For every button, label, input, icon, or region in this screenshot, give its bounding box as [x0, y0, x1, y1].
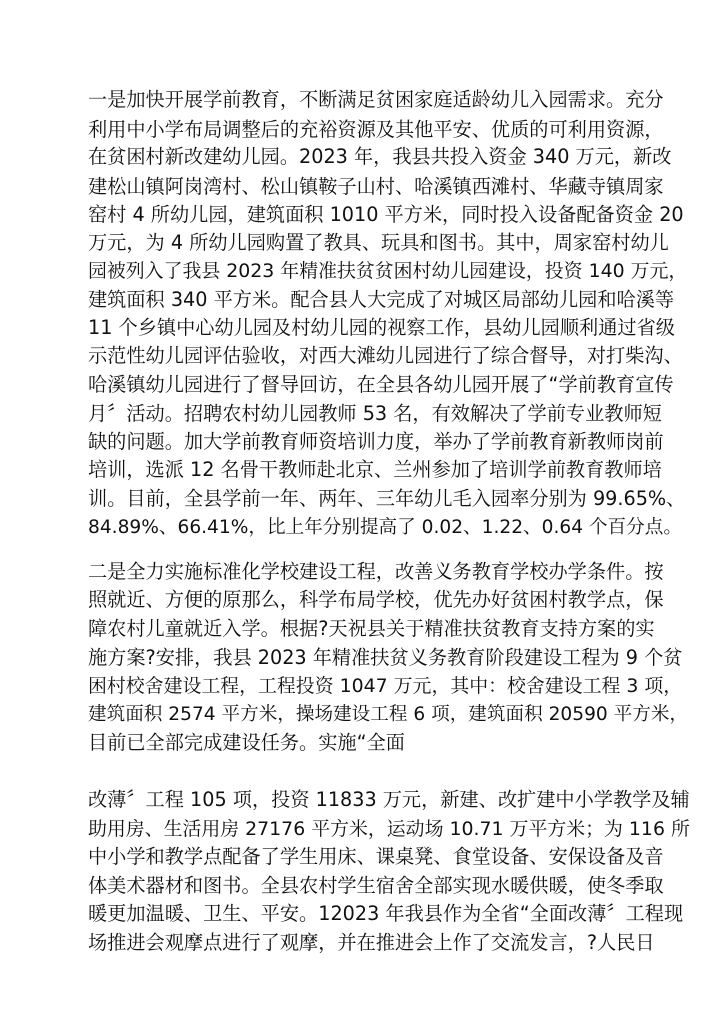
- paragraph-1-line: 建筑面积 340 平方米。配合县人大完成了对城区局部幼儿园和哈溪等: [88, 288, 675, 311]
- paragraph-2-line: 目前已全部完成建设任务。实施“全面: [88, 731, 405, 754]
- paragraph-2-line: 二是全力实施标准化学校建设工程，改善义务教育学校办学条件。按: [88, 560, 664, 583]
- paragraph-1-line: 缺的问题。加大学前教育师资培训力度，举办了学前教育新教师岗前: [88, 430, 664, 453]
- paragraph-1-line: 11 个乡镇中心幼儿园及村幼儿园的视察工作，县幼儿园顺利通过省级: [88, 316, 675, 339]
- paragraph-3-line: 中小学和教学点配备了学生用床、课桌凳、食堂设备、安保设备及音: [88, 845, 664, 868]
- paragraph-1-line: 一是加快开展学前教育，不断满足贫困家庭适龄幼儿入园需求。充分: [88, 88, 664, 111]
- paragraph-3-line: 场推进会观摩点进行了观摩，并在推进会上作了交流发言，?人民日: [88, 931, 655, 954]
- paragraph-2-line: 障农村儿童就近入学。根据?天祝县关于精准扶贫教育支持方案的实: [88, 617, 655, 640]
- paragraph-1-line: 万元，为 4 所幼儿园购置了教具、玩具和图书。其中，周家窑村幼儿: [88, 231, 669, 254]
- paragraph-2-line: 照就近、方便的原那么，科学布局学校，优先办好贫困村教学点，保: [88, 588, 664, 611]
- paragraph-2-line: 困村校舍建设工程，工程投资 1047 万元，其中：校舍建设工程 3 项，: [88, 675, 683, 697]
- paragraph-2-line: 建筑面积 2574 平方米，操场建设工程 6 项，建筑面积 20590 平方米，: [88, 704, 689, 725]
- paragraph-2-line: 施方案?安排，我县 2023 年精准扶贫义务教育阶段建设工程为 9 个贫: [88, 646, 683, 669]
- paragraph-1-line: 在贫困村新改建幼儿园。2023 年，我县共投入资金 340 万元，新改: [88, 145, 672, 168]
- paragraph-1-line: 84.89%、66.41%，比上年分别提高了 0.02、1.22、0.64 个百分点。: [88, 517, 682, 538]
- paragraph-1-line: 月〞活动。招聘农村幼儿园教师 53 名，有效解决了学前专业教师短: [88, 402, 662, 425]
- paragraph-1-line: 哈溪镇幼儿园进行了督导回访，在全县各幼儿园开展了“学前教育宣传: [88, 373, 674, 396]
- paragraph-3-line: 暖更加温暖、卫生、平安。12023 年我县作为全省“全面改薄〞工程现: [88, 902, 684, 925]
- paragraph-1-line: 示范性幼儿园评估验收，对西大滩幼儿园进行了综合督导，对打柴沟、: [88, 344, 683, 367]
- paragraph-3-line: 改薄〞工程 105 项，投资 11833 万元，新建、改扩建中小学教学及辅: [88, 788, 690, 811]
- paragraph-1-line: 建松山镇阿岗湾村、松山镇鞍子山村、哈溪镇西滩村、华藏寺镇周家: [88, 175, 664, 198]
- paragraph-3-line: 体美术器材和图书。全县农村学生宿舍全部实现水暖供暖，使冬季取: [88, 874, 664, 897]
- paragraph-1-line: 利用中小学布局调整后的充裕资源及其他平安、优质的可利用资源，: [88, 118, 664, 141]
- paragraph-1-line: 园被列入了我县 2023 年精准扶贫贫困村幼儿园建设，投资 140 万元，: [88, 260, 688, 282]
- paragraph-1-line: 训。目前，全县学前一年、两年、三年幼儿毛入园率分别为 99.65%、: [88, 487, 686, 510]
- paragraph-1-line: 培训，选派 12 名骨干教师赴北京、兰州参加了培训学前教育教师培: [88, 458, 662, 481]
- paragraph-3-line: 助用房、生活用房 27176 平方米，运动场 10.71 万平方米；为 116 所: [88, 818, 690, 840]
- paragraph-1-line: 窑村 4 所幼儿园，建筑面积 1010 平方米，同时投入设备配备资金 20: [88, 203, 684, 226]
